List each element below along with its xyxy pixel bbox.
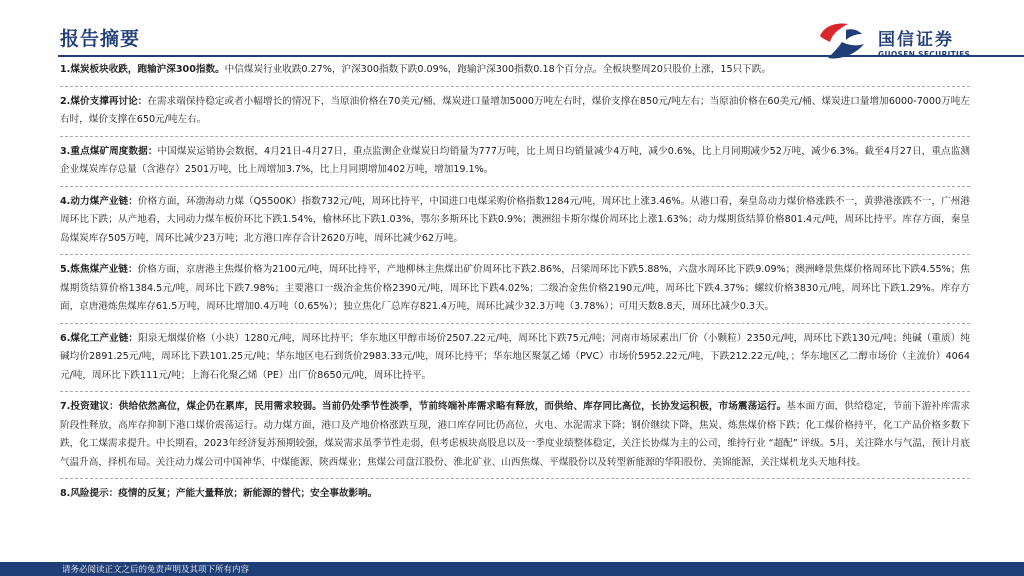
paragraph-divider	[60, 136, 970, 137]
paragraph-lead: 3.重点煤矿周度数据：	[60, 145, 158, 157]
footer-disclaimer: 请务必阅读正文之后的免责声明及其项下所有内容	[62, 565, 250, 575]
company-logo	[818, 20, 988, 62]
paragraph-divider	[60, 323, 970, 324]
paragraph-body: 在需求端保持稳定或者小幅增长的情况下，当原油价格在70美元/桶、煤炭进口量增加5000万吨左右时，煤价支撑在850元/吨左右；当原油价格在60美元/桶、煤炭进口量增加6000-7000万吨左右时，煤价支撑在650元/吨左右。	[60, 95, 970, 125]
summary-paragraph-8	[60, 485, 970, 504]
paragraph-lead: 8.风险提示：疫情的反复；产能大量释放；新能源的替代；安全事故影响。	[60, 488, 378, 499]
paragraph-body: 价格方面，京唐港主焦煤价格为2100元/吨，周环比持平，产地柳林主焦煤出矿价周环比下跌2.86%，吕梁周环比下跌5.88%，六盘水周环比下跌9.09%；澳洲峰景焦煤价格周环比下跌4.55%；焦煤期货结算价格1384.5元/吨，周环比下跌7.98%；主要港口一级冶金焦价格2390元/吨，周环比下跌4.02%；二级冶金焦价格2190元/吨，周环比下跌4.37%；螺纹价格3830元/吨，周环比下跌1.29%。库存方面，京唐港炼焦煤库存61.5万吨，周环比增加0.4万吨（0.65%）；独立焦化厂总库存821.4万吨，周环比减少32.3万吨（3.78%）；可用天数8.8天，周环比减少0.3天。	[60, 264, 970, 312]
logo-name-cn: 国信证券	[878, 30, 954, 50]
paragraph-lead: 2.煤价支撑再讨论：	[60, 95, 148, 107]
paragraph-divider	[60, 186, 970, 187]
paragraph-body: 中国煤炭运销协会数据，4月21日-4月27日，重点监测企业煤炭日均销量为777万吨，比上周日均销量减少4万吨，减少0.6%，比上月同期减少52万吨，减少6.3%。截至4月27日，重点监测企业煤炭库存总量（含港存）2501万吨，比上周增加3.7%，比上月同期增加402万吨，增加19.1%。	[60, 145, 971, 175]
paragraph-lead: 5.炼焦煤产业链：	[60, 264, 138, 275]
page-title: 报告摘要	[60, 28, 141, 50]
paragraph-lead: 4.动力煤产业链：	[60, 195, 138, 207]
paragraph-body: 中信煤炭行业收跌0.27%，沪深300指数下跌0.09%，跑输沪深300指数0.18个百分点。全板块整周20只股价上涨，15只下跌。	[224, 64, 771, 75]
summary-paragraph-7	[60, 398, 970, 472]
paragraph-body: 价格方面，环渤海动力煤（Q5500K）指数732元/吨，周环比持平，中国进口电煤采购价格指数1284元/吨，周环比上涨3.46%。从港口看，秦皇岛动力煤价格涨跌不一，黄骅港涨跌不一，广州港周环比下跌；从产地看，大同动力煤车板价环比下跌1.54%，榆林环比下跌1.03%，鄂尔多斯环比下跌0.9%；澳洲纽卡斯尔煤价周环比上涨1.63%；动力煤期货结算价格801.4元/吨，周环比持平。库存方面，秦皇岛煤炭库存505万吨，周环比减少23万吨；北方港口库存合计2620万吨，周环比减少62万吨。	[60, 195, 970, 244]
paragraph-body: 阳泉无烟煤价格（小块）1280元/吨，周环比持平；华东地区甲醇市场价2507.22元/吨，周环比下跌75元/吨；河南市场尿素出厂价（小颗粒）2350元/吨，周环比下跌130元/吨；纯碱（重质）纯碱均价2891.25元/吨，周环比下跌101.25元/吨；华东地区电石到货价2983.33元/吨，周环比持平；华东地区聚氯乙烯（PVC）市场价5952.22元/吨，下跌212.22元/吨，；华东地区乙二醇市场价（主流价）4064元/吨，周环比下跌111元/吨；上海石化聚乙烯（PE）出厂价8650元/吨，周环比持平。	[60, 332, 970, 381]
guosen-logo-icon	[818, 20, 866, 62]
page-footer	[0, 562, 1024, 576]
paragraph-lead: 1.煤炭板块收跌，跑输沪深300指数。	[60, 64, 225, 75]
summary-content	[60, 61, 970, 510]
summary-paragraph-6	[60, 330, 970, 386]
paragraph-lead: 7.投资建议：供给依然高位，煤企仍在累库，民用需求较弱。当前仍处季节性淡季，节前终端补库需求略有释放，而供给、库存同比高位，长协发运积极，市场震荡运行。	[60, 401, 787, 412]
summary-paragraph-3	[60, 143, 970, 180]
summary-paragraph-4	[60, 193, 970, 249]
paragraph-divider	[60, 86, 970, 87]
paragraph-divider	[60, 254, 970, 255]
paragraph-lead: 6.煤化工产业链：	[60, 332, 139, 344]
summary-paragraph-1	[60, 61, 970, 80]
paragraph-divider	[60, 478, 970, 479]
page-header	[0, 0, 1024, 62]
paragraph-body: 基本面方面，供给稳定，节前下游补库需求阶段性释放，高库存抑制下港口煤价震荡运行。动力煤方面，港口及产地价格涨跌互现，港口库存同比仍高位，火电、水泥需求下降；钢价继续下降，焦炭、炼焦煤价格下跌；化工煤价格持平，化工产品价格多数下跌，化工煤需求提升。中长期看，2023年经济复苏预期较强，煤炭需求虽季节性走弱，但考虑板块高股息以及一季度业绩整体稳定，关注长协煤为主的公司，维持行业 “超配” 评级。5月，关注降水与气温，预计月底气温升高，择机布局。关注动力煤公司中国神华、中煤能源、陕西煤业；焦煤公司盘江股份、淮北矿业、山西焦煤、平煤股份以及转型新能源的华阳股份、美锦能源，关注煤机龙头天地科技。	[60, 401, 970, 468]
logo-name-en: GUOSEN SECURITIES	[878, 50, 971, 59]
paragraph-divider	[60, 391, 970, 392]
summary-paragraph-2	[60, 93, 970, 130]
summary-paragraph-5	[60, 261, 970, 317]
